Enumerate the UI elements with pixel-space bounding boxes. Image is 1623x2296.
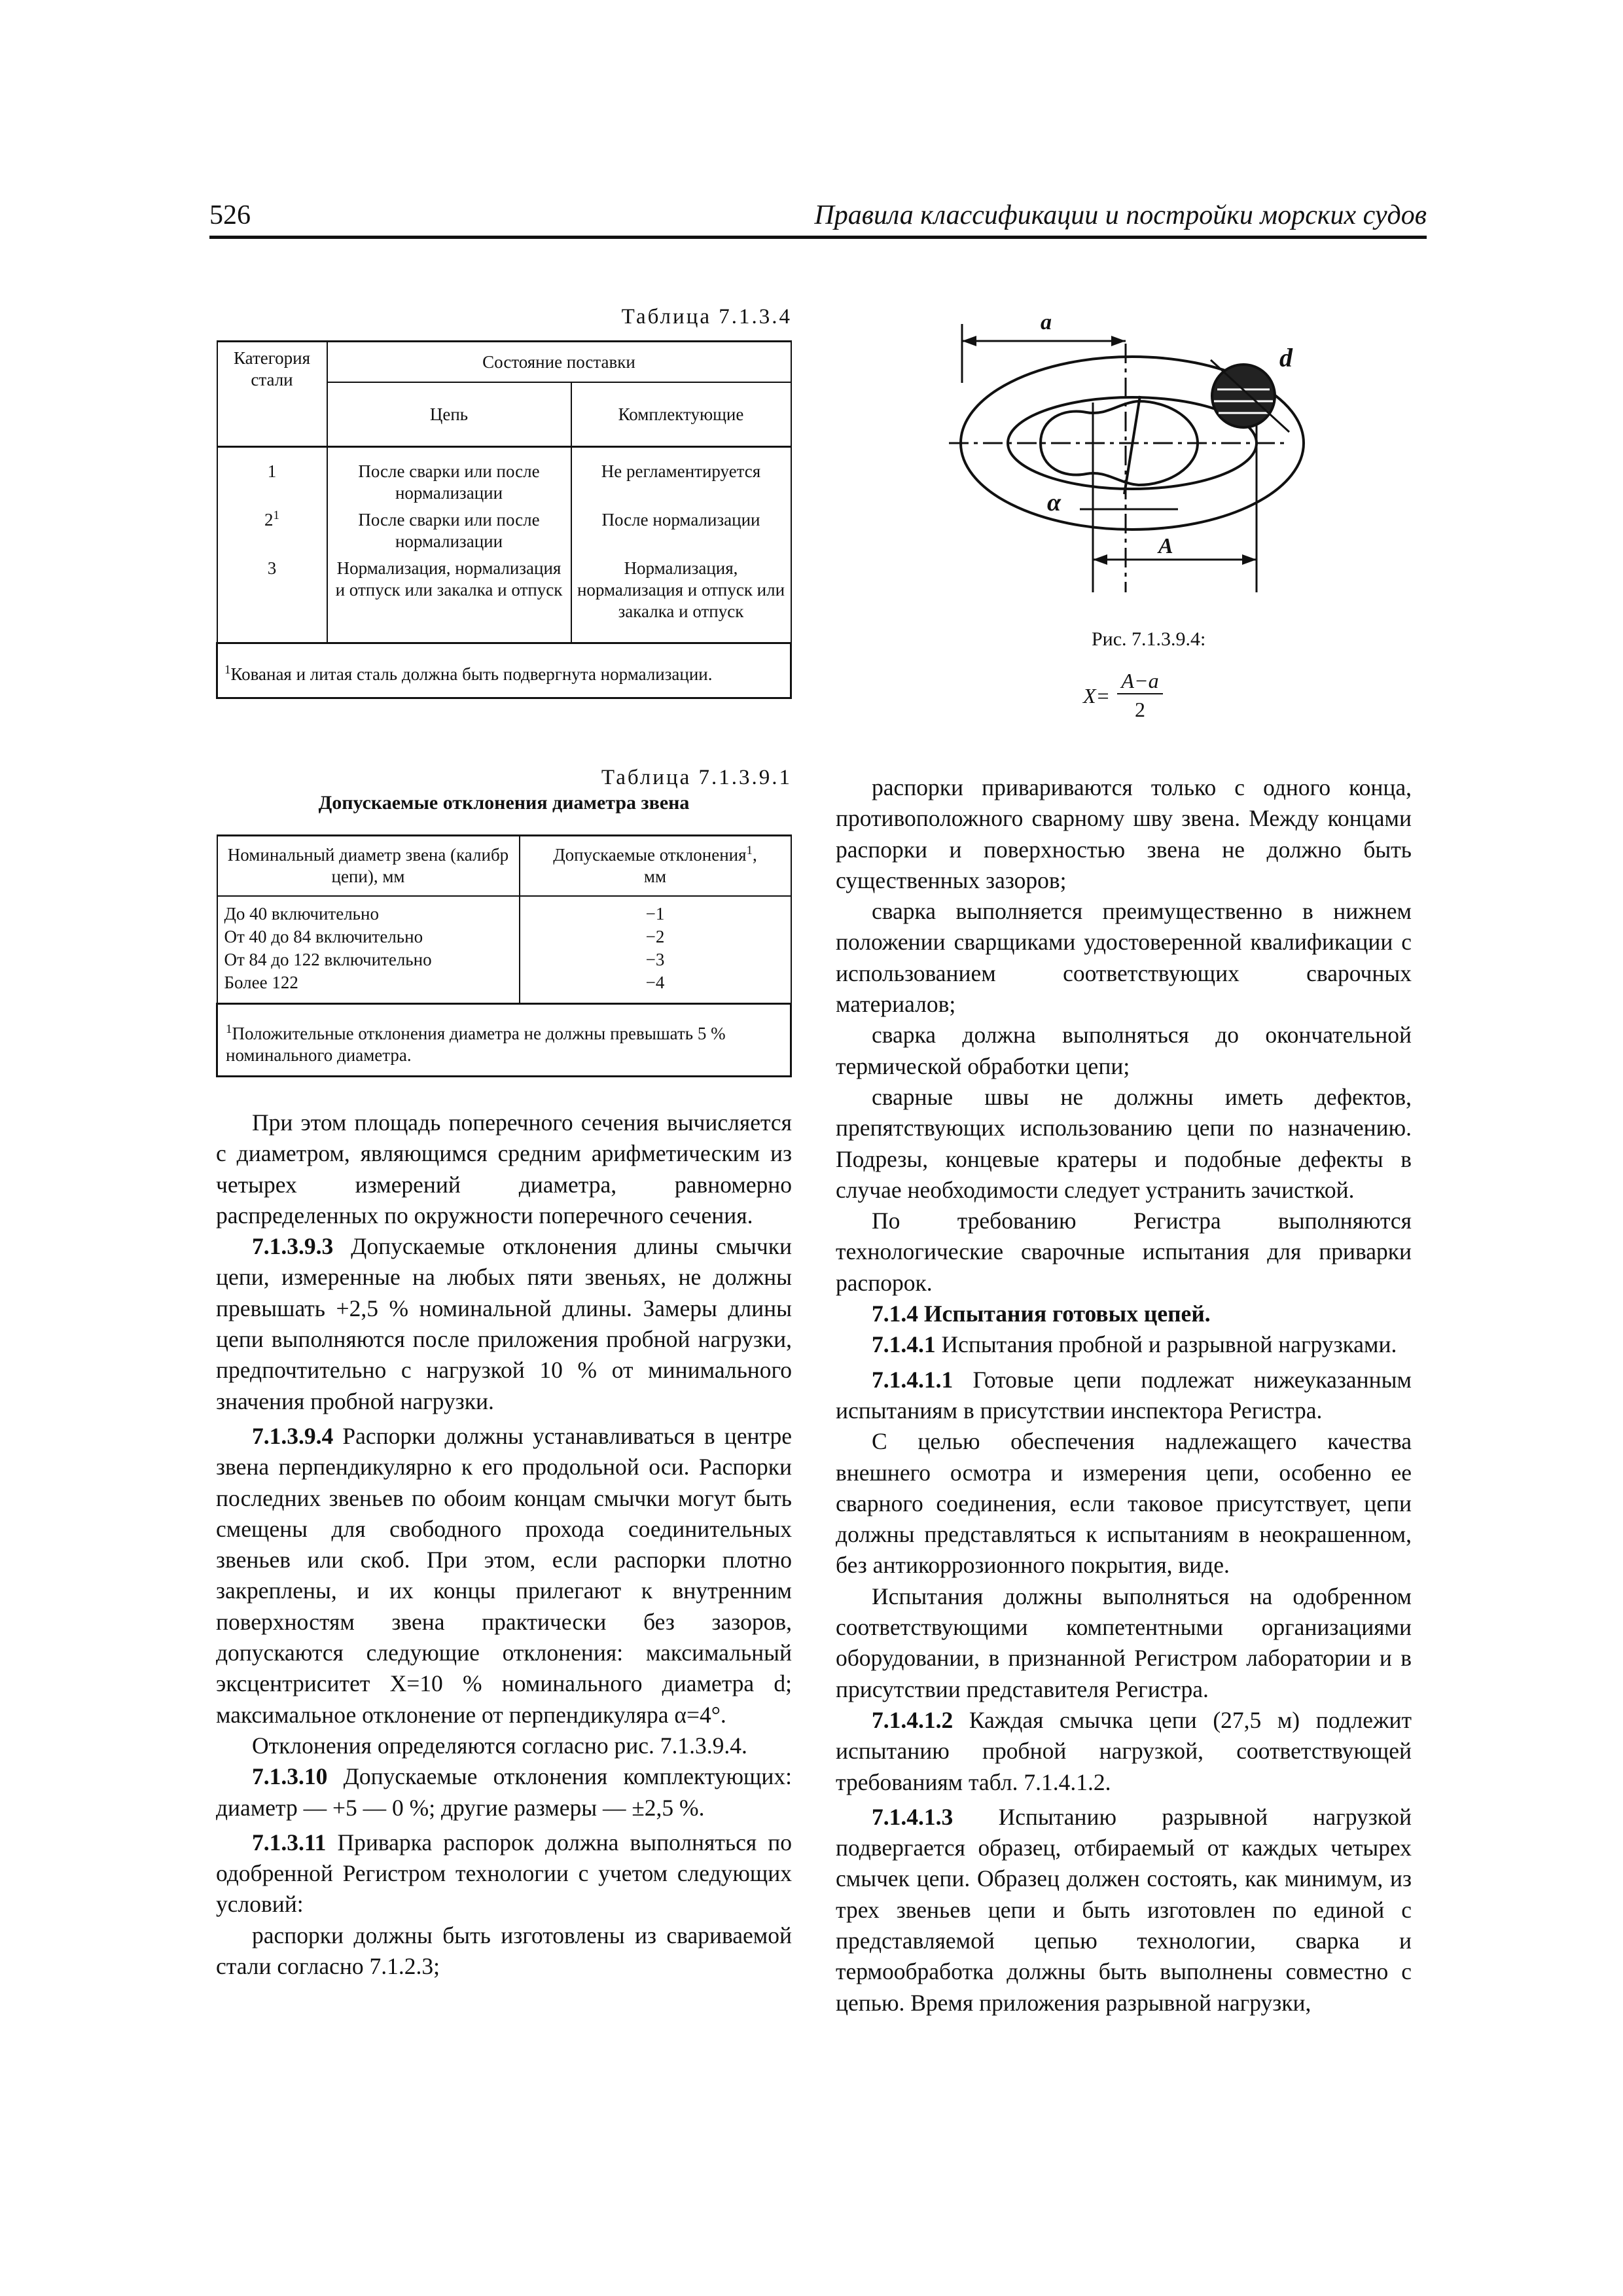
table1-cell-chain: После сварки или после нормализации [327,504,571,552]
paragraph: 7.1.4.1.2 Каждая смычка цепи (27,5 м) подлежит испытанию пробной нагрузкой, соответствующей требованиям табл. 7.1.4.1.2. [836,1706,1412,1795]
table-row [217,896,791,925]
table1-cell-category: $2^1$ [217,504,327,552]
table1-cell-category: 1 [217,447,327,504]
paragraph: С целью обеспечения надлежащего качества внешнего осмотра и измерения цепи, особенно ее сварного соединения, если таковое присутствует, цепи должны представляться к испытаниям в неокрашенном, без антикоррозионного покрытия, виде. [836,1428,1412,1579]
table2-cell-deviation: −2 [520,925,791,948]
table2-cell-deviation: −1 [520,896,791,925]
table-row [217,971,791,1003]
table2-footnote: $^1$Положительные отклонения диаметра не должны превышать 5 % номинального диаметра. [217,1003,791,1076]
paragraph: сварные швы не должны иметь дефектов, препятствующих использованию цепи по назначению. Подрезы, концевые кратеры и подобные дефекты в случае необходимости следует устранить зачисткой. [836,1083,1412,1203]
label-a: a [1041,310,1052,334]
stud-axis [1124,396,1140,494]
table1-cell-chain: После сварки или после нормализации [327,447,571,504]
table1-cell-chain: Нормализация, нормализация и отпуск или закалка и отпуск [327,552,571,643]
paragraph: распорки привариваются только с одного конца, противоположного сварному шву звена. Между концами распорки и поверхностью звена не должно быть существенных зазоров; [836,774,1412,893]
link-section-hatched [1212,365,1275,427]
table2-caption: Таблица 7.1.3.9.1 [601,766,792,789]
paragraph: По требованию Регистра выполняются технологические сварочные испытания для приварки распорок. [836,1208,1412,1296]
header-rule [209,236,1427,239]
table2-cell-diameter: От 84 до 122 включительно [217,948,520,971]
right-column [836,772,1412,2018]
paragraph: 7.1.4.1 Испытания пробной и разрывной нагрузками. [872,1331,1397,1358]
formula-lhs: X= [1083,684,1111,708]
table-row [217,925,791,948]
paragraph: 7.1.3.11 Приварка распорок должна выполняться по одобренной Регистром технологии с учетом следующих условий: [216,1829,792,1918]
paragraph: 7.1.3.10 Допускаемые отклонения комплектующих: диаметр — +5 — 0 %; другие размеры — ±2,5 %. [216,1763,792,1821]
paragraph: 7.1.4.1.1 Готовые цепи подлежат нижеуказанным испытаниям в присутствии инспектора Регистра. [836,1366,1412,1424]
table1-header-state: Состояние поставки [327,342,791,383]
section-heading: 7.1.4 Испытания готовых цепей. [872,1300,1211,1327]
figure-caption: Рис. 7.1.3.9.4: [1092,628,1206,650]
paragraph: 7.1.4.1.3 Испытанию разрывной нагрузкой подвергается образец, отбираемый от каждых четырех смычек цепи. Образец должен состоять, как минимум, из трех звеньев цепи и быть изготовлен по единой с представляемой цепью технологии, сварка и термообработка должны быть выполнены совместно с цепью. Время приложения разрывной нагрузки, [836,1803,1412,2016]
table1-header-fittings: Комплектующие [571,382,791,447]
table1-footnote: $^1$Кованая и литая сталь должна быть подвергнута нормализации. [217,643,791,698]
paragraph: Отклонения определяются согласно рис. 7.1.3.9.4. [252,1732,747,1759]
table2-cell-diameter: Более 122 [217,971,520,1003]
paragraph: 7.1.3.9.4 Распорки должны устанавливаться в центре звена перпендикулярно к его продольной оси. Распорки последних звеньев по обоим концам смычки могут быть смещены для свободного прохода соединительных звеньев или скоб. При этом, если распорки плотно закреплены, и их концы прилегают к внутренним поверхностям звена практически без зазоров, допускаются следующие отклонения: максимальный эксцентриситет X=10 % номинального диаметра d; максимальное отклонение от перпендикуляра α=4°. [216,1422,792,1728]
table1-header-chain: Цепь [327,382,571,447]
paragraph: Испытания должны выполняться на одобренном соответствующими компетентными организациями оборудовании, в признанной Регистром лаборатории и в присутствии представителя Регистра. [836,1583,1412,1702]
table-row [217,552,791,643]
table2-cell-diameter: До 40 включительно [217,896,520,925]
table2-cell-diameter: От 40 до 84 включительно [217,925,520,948]
table-row [217,504,791,552]
table-row [217,948,791,971]
page-number: 526 [209,200,251,230]
formula-denominator: 2 [1135,698,1145,721]
table2-title: Допускаемые отклонения диаметра звена [318,792,690,814]
table1-cell-fittings: Не регламентируется [571,447,791,504]
paragraph: 7.1.3.9.3 Допускаемые отклонения длины смычки цепи, измеренные на любых пяти звеньях, не должны превышать +2,5 % номинальной длины. Замеры длины цепи выполняются после приложения пробной нагрузки, предпочтительно с нагрузкой 10 % от минимального значения пробной нагрузки. [216,1233,792,1414]
formula [1083,669,1181,721]
table1-caption: Таблица 7.1.3.4 [621,305,792,329]
table-7-1-3-9-1 [216,834,792,1077]
table-7-1-3-4 [216,340,792,699]
table2-cell-deviation: −4 [520,971,791,1003]
table-row [217,447,791,504]
paragraph: сварка должна выполняться до окончательной термической обработки цепи; [836,1022,1412,1079]
table1-cell-fittings: Нормализация, нормализация и отпуск или закалка и отпуск [571,552,791,643]
table1-cell-category: 3 [217,552,327,643]
table1-header-category: Категория стали [217,342,327,447]
running-title: Правила классификации и постройки морских судов [814,200,1427,230]
paragraph: При этом площадь поперечного сечения вычисляется с диаметром, являющимся средним арифметическим из четырех измерений диаметра, равномерно распределенных по окружности поперечного сечения. [216,1109,792,1229]
chain-link-figure [949,298,1368,605]
left-column [216,1107,792,1982]
table2-cell-deviation: −3 [520,948,791,971]
table2-header-deviation: Допускаемые отклонения$^1$, мм [520,836,791,897]
table2-header-diameter: Номинальный диаметр звена (калибр цепи), мм [217,836,520,897]
label-d: d [1279,343,1293,372]
label-A: A [1158,534,1173,558]
paragraph: сварка выполняется преимущественно в нижнем положении сварщиками удостоверенной квалификации с использованием соответствующих сварочных материалов; [836,898,1412,1018]
formula-numerator: A−a [1117,669,1163,694]
label-alpha: α [1047,489,1061,516]
table1-cell-fittings: После нормализации [571,504,791,552]
paragraph: распорки должны быть изготовлены из свариваемой стали согласно 7.1.2.3; [216,1922,792,1980]
